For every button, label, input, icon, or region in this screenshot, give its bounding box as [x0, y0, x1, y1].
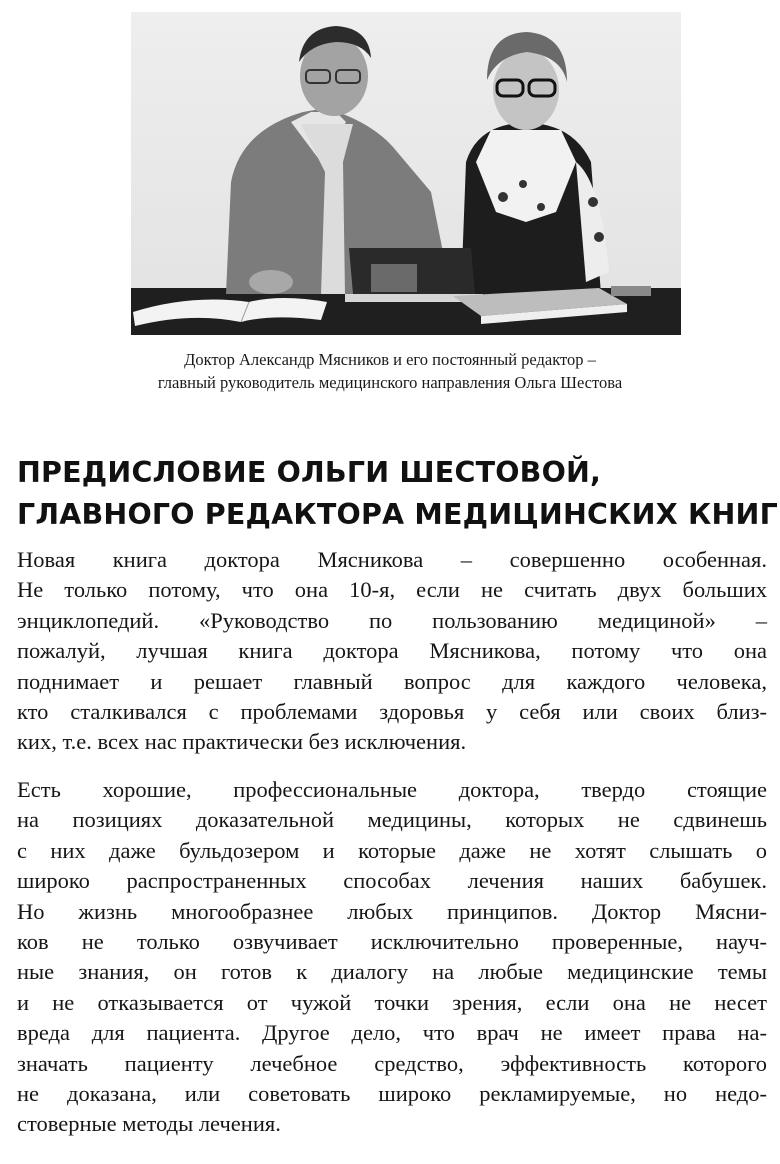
text-line: ких, т.е. всех нас практически без исключения. — [17, 729, 467, 755]
heading-line-2: ГЛАВНОГО РЕДАКТОРА МЕДИЦИНСКИХ КНИГ — [17, 498, 778, 531]
author-editor-photo — [131, 12, 681, 335]
text-line: пожалуй, лучшая книга доктора Мясникова, потому что она — [17, 638, 767, 664]
text-line: значать пациенту лечебное средство, эффективность которого — [17, 1050, 767, 1076]
text-line: ков не только озвучивает исключительно проверенные, науч- — [17, 928, 767, 954]
section-heading — [17, 452, 777, 536]
text-line: Новая книга доктора Мясникова – совершенно особенная. — [17, 547, 767, 572]
text-line: Есть хорошие, профессиональные доктора, твердо стоящие — [17, 777, 767, 802]
text-line: ные знания, он готов к диалогу на любые медицинские темы — [17, 959, 767, 985]
text-line: на позициях доказательной медицины, которых не сдвинешь — [17, 807, 767, 833]
paragraph-1 — [17, 545, 767, 758]
heading-line-1: ПРЕДИСЛОВИЕ ОЛЬГИ ШЕСТОВОЙ, — [17, 456, 602, 489]
caption-line-1: Доктор Александр Мясников и его постоянный редактор – — [184, 350, 596, 369]
paragraph-2 — [17, 775, 767, 1140]
caption-line-2: главный руководитель медицинского направления Ольга Шестова — [157, 373, 623, 392]
text-line: стоверные методы лечения. — [17, 1111, 281, 1137]
text-line: поднимает и решает главный вопрос для каждого человека, — [17, 668, 767, 694]
text-line: кто сталкивался с проблемами здоровья у себя или своих близ- — [17, 698, 767, 724]
text-line: с них даже бульдозером и которые даже не хотят слышать о — [17, 837, 767, 863]
text-line: широко распространенных способах лечения наших бабушек. — [17, 868, 767, 894]
text-line: Но жизнь многообразнее любых принципов. Доктор Мясни- — [17, 898, 767, 924]
text-line: вреда для пациента. Другое дело, что врач не имеет права на- — [17, 1020, 767, 1046]
text-line: Не только потому, что она 10-я, если не считать двух больших — [17, 577, 767, 603]
photo-caption — [0, 348, 780, 394]
text-line: и не отказывается от чужой точки зрения, если она не несет — [17, 989, 767, 1015]
text-line: не доказана, или советовать широко рекламируемые, но недо- — [17, 1080, 767, 1106]
text-line: энциклопедий. «Руководство по пользованию медициной» – — [17, 607, 767, 633]
